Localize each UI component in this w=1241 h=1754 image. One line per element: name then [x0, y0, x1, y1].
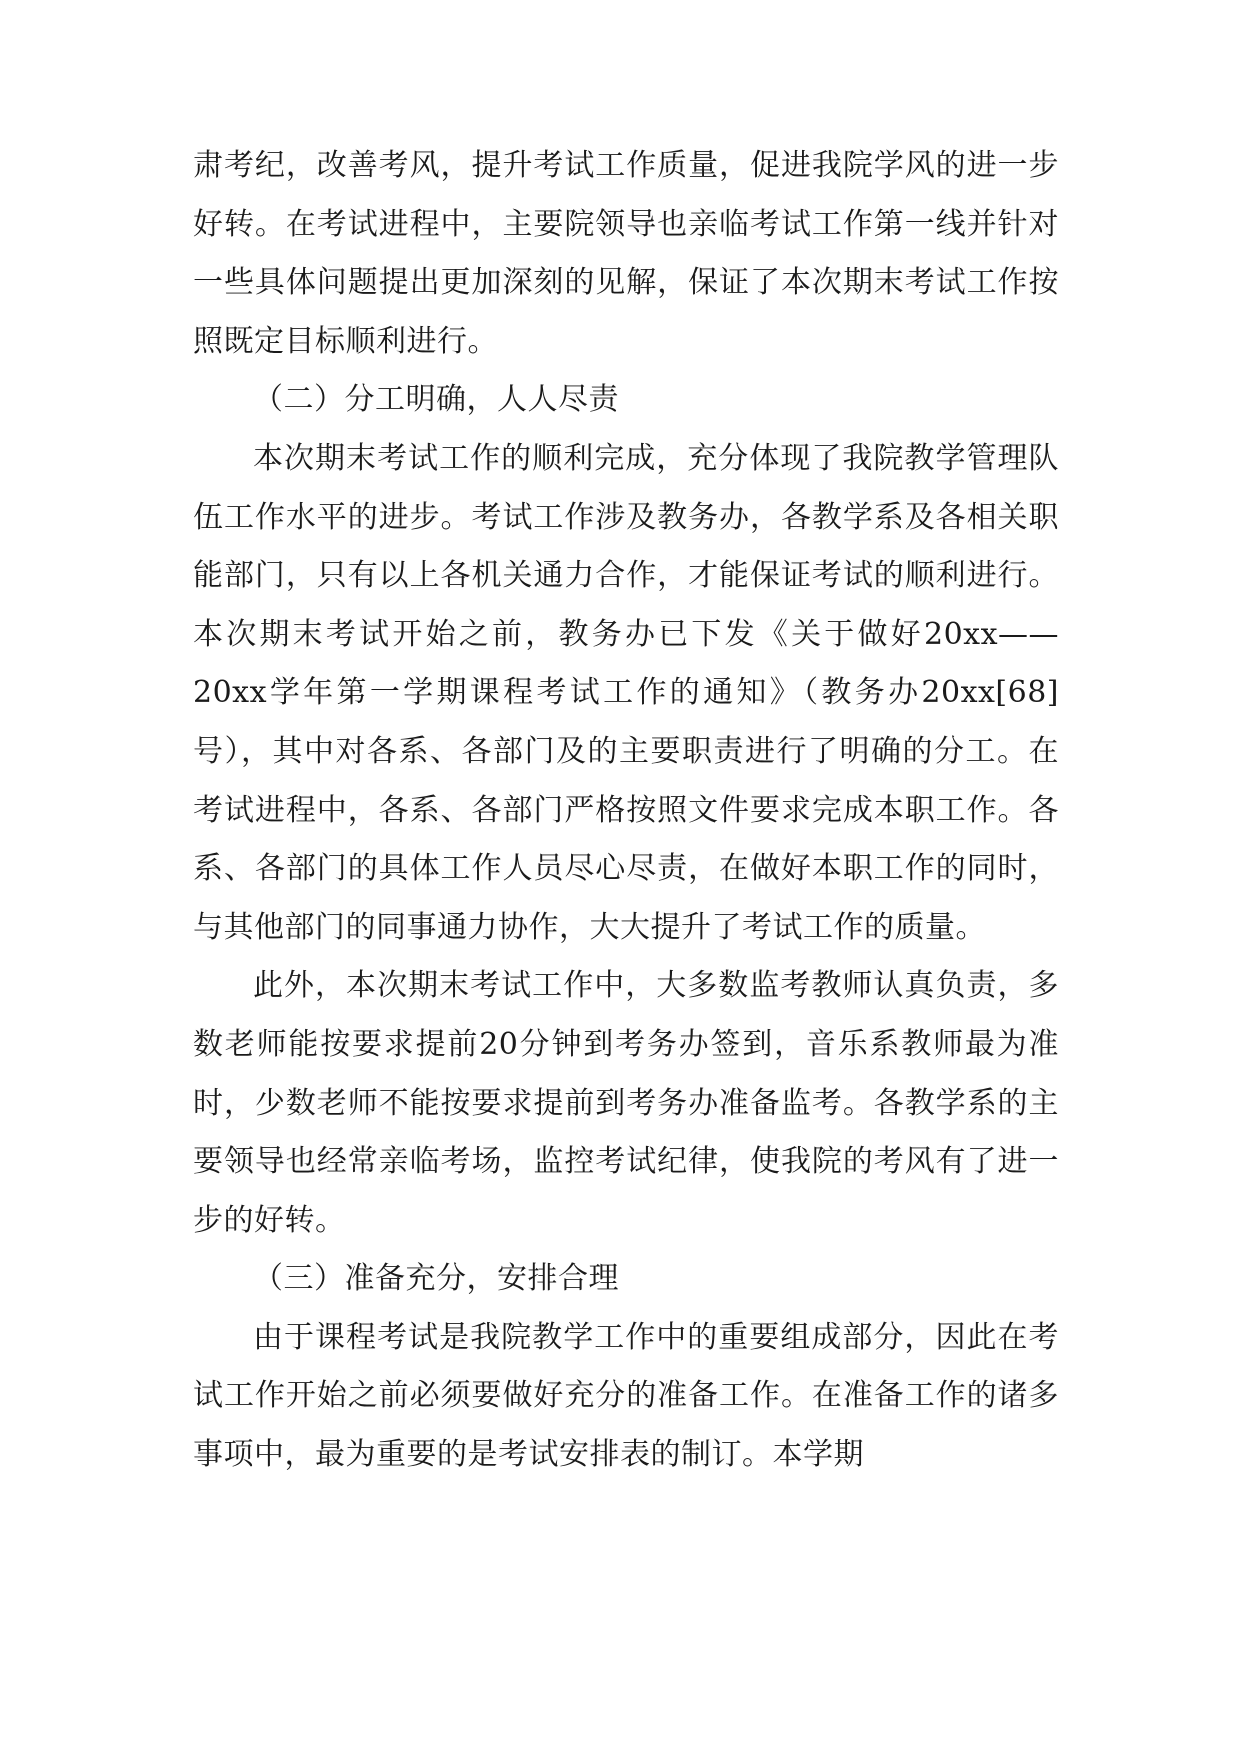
document-body: [193, 137, 1059, 1485]
paragraph-invigilators: 此外，本次期末考试工作中，大多数监考教师认真负责，多数老师能按要求提前20分钟到考务办签到，音乐系教师最为准时，少数老师不能按要求提前到考务办准备监考。各教学系的主要领导也经常亲临考场，监控考试纪律，使我院的考风有了进一步的好转。: [193, 968, 1059, 1238]
paragraph-division-of-work: 本次期末考试工作的顺利完成，充分体现了我院教学管理队伍工作水平的进步。考试工作涉及教务办，各教学系及各相关职能部门，只有以上各机关通力合作，才能保证考试的顺利进行。本次期末考试开始之前，教务办已下发《关于做好20xx——20xx学年第一学期课程考试工作的通知》（教务办20xx[68]号），其中对各系、各部门及的主要职责进行了明确的分工。在考试进程中，各系、各部门严格按照文件要求完成本职工作。各系、各部门的具体工作人员尽心尽责，在做好本职工作的同时，与其他部门的同事通力协作，大大提升了考试工作的质量。: [193, 440, 1059, 945]
section-heading-2: （二）分工明确，人人尽责: [253, 382, 619, 418]
section-heading-3: （三）准备充分，安排合理: [253, 1261, 619, 1297]
paragraph-preparation: 由于课程考试是我院教学工作中的重要组成部分，因此在考试工作开始之前必须要做好充分的准备工作。在准备工作的诸多事项中，最为重要的是考试安排表的制订。本学期: [193, 1319, 1059, 1473]
paragraph-continued: 肃考纪，改善考风，提升考试工作质量，促进我院学风的进一步好转。在考试进程中，主要院领导也亲临考试工作第一线并针对一些具体问题提出更加深刻的见解，保证了本次期末考试工作按照既定目标顺利进行。: [193, 148, 1059, 359]
